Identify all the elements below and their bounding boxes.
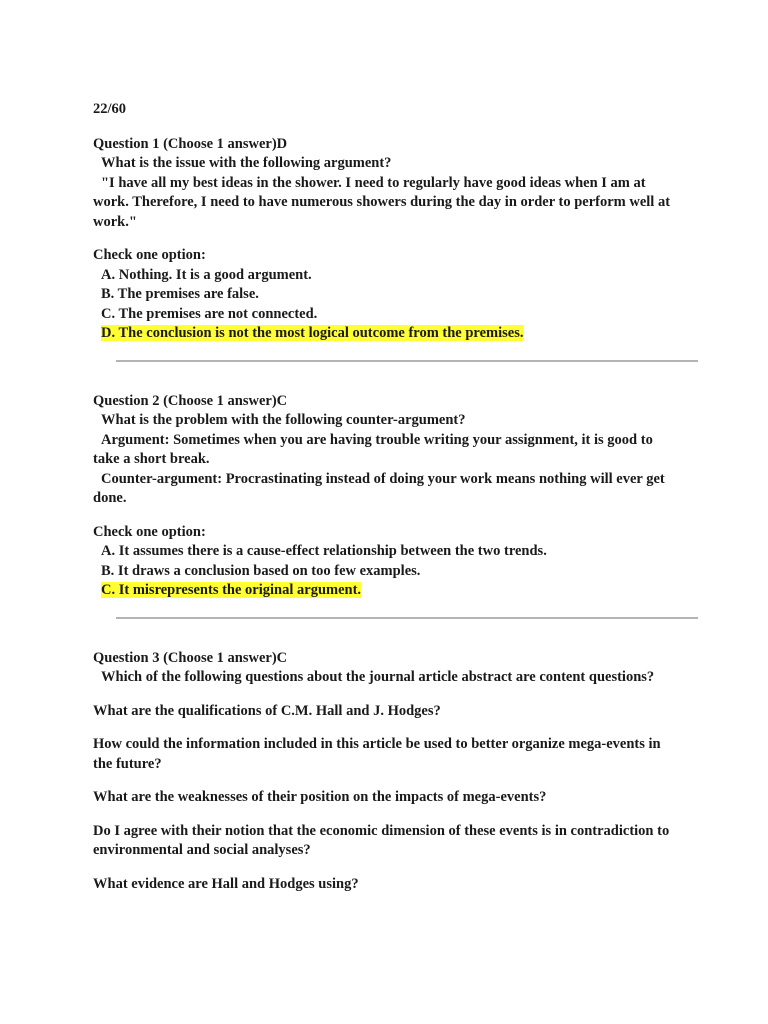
question-1-heading: Question 1 (Choose 1 answer)D: [93, 135, 288, 152]
question-1-check-label: Check one option:: [93, 247, 206, 263]
question-2: [93, 392, 683, 601]
divider: [116, 617, 698, 619]
question-1-option-c[interactable]: C. The premises are not connected.: [101, 305, 318, 322]
question-1-option-b[interactable]: B. The premises are false.: [101, 286, 259, 302]
question-3: [93, 649, 683, 895]
question-3-item-1[interactable]: What are the qualifications of C.M. Hall and J. Hodges?: [93, 702, 441, 719]
question-2-check-label: Check one option:: [93, 523, 206, 540]
question-3-item-2[interactable]: How could the information included in this article be used to better organize mega-events in the future?: [93, 736, 661, 772]
question-2-option-b[interactable]: B. It draws a conclusion based on too few examples.: [101, 562, 421, 579]
document-page: [93, 100, 683, 908]
question-3-prompt: Which of the following questions about the journal article abstract are content questions?: [101, 669, 655, 685]
question-2-option-c-selected[interactable]: C. It misrepresents the original argument.: [101, 582, 362, 598]
question-3-heading: Question 3 (Choose 1 answer)C: [93, 649, 288, 666]
question-1-prompt: What is the issue with the following argument?: [101, 155, 392, 171]
question-3-item-5[interactable]: What evidence are Hall and Hodges using?: [93, 875, 359, 892]
question-1-option-d-selected[interactable]: D. The conclusion is not the most logical outcome from the premises.: [101, 325, 524, 341]
question-1-quote: "I have all my best ideas in the shower. I need to regularly have good ideas when I am at work. Therefore, I need to have numerous showers during the day in order to perform well at work.": [93, 174, 671, 230]
question-3-item-3[interactable]: What are the weaknesses of their position on the impacts of mega-events?: [93, 789, 547, 805]
question-3-item-4[interactable]: Do I agree with their notion that the economic dimension of these events is in contradiction to environmental and social analyses?: [93, 822, 670, 858]
question-2-prompt: What is the problem with the following counter-argument?: [101, 412, 466, 428]
score: 22/60: [93, 101, 127, 117]
question-1: [93, 135, 683, 344]
question-2-heading: Question 2 (Choose 1 answer)C: [93, 392, 288, 409]
divider: [116, 360, 698, 362]
question-2-option-a[interactable]: A. It assumes there is a cause-effect relationship between the two trends.: [101, 543, 547, 559]
question-1-option-a[interactable]: A. Nothing. It is a good argument.: [101, 266, 312, 283]
question-2-argument: Argument: Sometimes when you are having trouble writing your assignment, it is good to take a short break.: [93, 431, 653, 467]
question-2-counter-argument: Counter-argument: Procrastinating instead of doing your work means nothing will ever get done.: [93, 470, 665, 506]
